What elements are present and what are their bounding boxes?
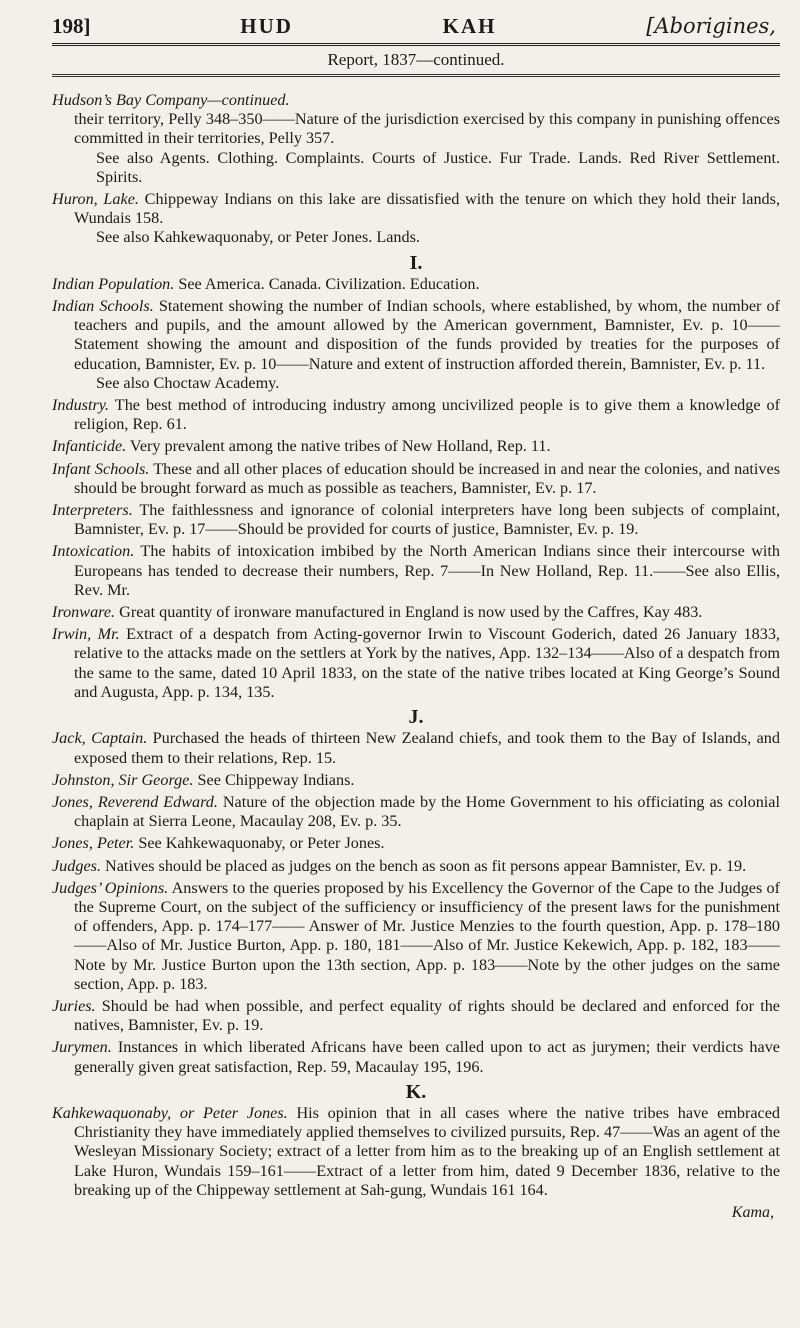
entry-heading: Jones, Peter. bbox=[52, 834, 135, 853]
entry-text: See Chippeway Indians. bbox=[193, 770, 355, 789]
entry-judges bbox=[52, 857, 780, 876]
entry-interpreters bbox=[52, 501, 780, 539]
entry-intoxication bbox=[52, 542, 780, 600]
letter-heading-j: J. bbox=[408, 706, 424, 729]
entry-kahkewaquonaby bbox=[52, 1104, 780, 1200]
entry-heading: Infanticide. bbox=[52, 437, 127, 456]
header-rule bbox=[52, 43, 780, 46]
entry-johnston bbox=[52, 771, 780, 790]
index-entries bbox=[52, 91, 780, 1222]
entry-indian-schools bbox=[52, 297, 780, 393]
entry-heading: Indian Population. bbox=[52, 274, 175, 293]
entry-irwin bbox=[52, 625, 780, 702]
entry-text: See America. Canada. Civilization. Education. bbox=[174, 274, 480, 293]
entry-text: their territory, Pelly 348–350——Nature of the jurisdiction exercised by this company in punishing offences committed in their territories, Pelly 357. bbox=[74, 110, 780, 148]
head-right-word: KAH bbox=[442, 14, 497, 38]
entry-huron bbox=[52, 190, 780, 248]
entry-heading: Juries. bbox=[52, 996, 96, 1015]
report-subtitle: Report, 1837—continued. bbox=[327, 50, 505, 69]
head-left-word: HUD bbox=[240, 14, 293, 38]
entry-heading: Jones, Reverend Edward. bbox=[52, 792, 218, 811]
entry-infant-schools bbox=[52, 460, 780, 498]
entry-indian-population bbox=[52, 275, 780, 294]
entry-text: The faithlessness and ignorance of colonial interpreters have long been subjects of complaint, Bamnister, Ev. p. 17——Should be provided for courts of justice, Bamnister, Ev. p. 19. bbox=[74, 501, 780, 539]
entry-industry bbox=[52, 396, 780, 434]
entry-text: Should be had when possible, and perfect equality of rights should be declared and enforced for the natives, Bamnister, Ev. p. 19. bbox=[74, 996, 780, 1035]
page-number: 198] bbox=[52, 14, 91, 38]
entry-jones-edward bbox=[52, 793, 780, 831]
entry-heading: Judges’ Opinions. bbox=[52, 878, 169, 897]
entry-text: See Kahkewaquonaby, or Peter Jones. bbox=[134, 834, 385, 853]
entry-see-also: See also Kahkewaquonaby, or Peter Jones. Lands. bbox=[96, 228, 420, 247]
entry-infanticide bbox=[52, 437, 780, 456]
entry-text: Statement showing the number of Indian schools, where established, by whom, the number of teachers and pupils, and the amount allowed by the American government, Bamnister, Ev. p. 10——Statement showing the amount and disposition of the funds provided by treaties for the purposes of education, Bamnister, Ev. p. 10——Nature and extent of instruction afforded therein, Bamnister, Ev. p. 11. bbox=[74, 297, 780, 373]
entry-text: Nature of the objection made by the Home Government to his officiating as colonial chaplain at Sierra Leone, Macaulay 208, Ev. p. 35. bbox=[74, 792, 780, 831]
running-head bbox=[52, 14, 780, 39]
entry-jack bbox=[52, 729, 780, 767]
entry-heading: Industry. bbox=[52, 396, 110, 415]
entry-text: Very prevalent among the native tribes of New Holland, Rep. 11. bbox=[126, 437, 551, 456]
entry-jurymen bbox=[52, 1038, 780, 1076]
entry-text: Great quantity of ironware manufactured in England is now used by the Caffres, Kay 483. bbox=[115, 603, 703, 622]
letter-heading-i: I. bbox=[409, 251, 423, 274]
entry-text: The best method of introducing industry among uncivilized people is to give them a knowledge of religion, Rep. 61. bbox=[74, 396, 780, 434]
entry-juries bbox=[52, 997, 780, 1035]
subtitle-rule bbox=[52, 74, 780, 77]
section-title: [Aborigines, bbox=[646, 14, 776, 38]
entry-text: Natives should be placed as judges on the bench as soon as fit persons appear Bamnister, Ev. p. 19. bbox=[101, 856, 747, 875]
entry-text: Purchased the heads of thirteen New Zealand chiefs, and took them to the Bay of Islands, and exposed them to their relations, Rep. 15. bbox=[74, 729, 780, 767]
entry-heading: Kahkewaquonaby, or Peter Jones. bbox=[52, 1103, 288, 1122]
catchword: Kama, bbox=[731, 1203, 774, 1221]
entry-text: His opinion that in all cases where the native tribes have embraced Christianity they have immediately applied themselves to civilized pursuits, Rep. 47——Was an agent of the Wesleyan Missionary Society; extract of a letter from him as to the breaking up of an English settlement at Lake Huron, Wundais 159–161——Extract of a letter from him, dated 9 December 1836, relative to the breaking up of the Chippeway settlement at Sah-gung, Wundais 161 164. bbox=[74, 1103, 781, 1199]
entry-ironware bbox=[52, 603, 780, 622]
entry-hudsons-bay bbox=[52, 91, 780, 187]
entry-heading: Irwin, Mr. bbox=[52, 625, 120, 644]
entry-see-also: See also Agents. Clothing. Complaints. Courts of Justice. Fur Trade. Lands. Red River Settlement. Spirits. bbox=[96, 148, 780, 186]
entry-heading: Intoxication. bbox=[52, 542, 135, 561]
entry-text: The habits of intoxication imbibed by the North American Indians since their intercourse with Europeans has tended to decrease their numbers, Rep. 7——In New Holland, Rep. 11.——See also Ellis, Rev. Mr. bbox=[74, 542, 780, 599]
entry-text: Extract of a despatch from Acting-governor Irwin to Viscount Goderich, dated 26 January 1833, relative to the attacks made on the settlers at York by the natives, App. 132–134——Also of a despatch from the same to the same, dated 10 April 1833, on the state of the native tribes located at King George’s Sound and Augusta, App. p. 134, 135. bbox=[74, 625, 780, 701]
entry-heading: Johnston, Sir George. bbox=[52, 770, 194, 789]
entry-heading: Indian Schools. bbox=[52, 297, 154, 316]
entry-heading: Infant Schools. bbox=[52, 459, 150, 478]
letter-heading-k: K. bbox=[405, 1080, 427, 1103]
entry-see-also: See also Choctaw Academy. bbox=[96, 373, 280, 392]
entry-jones-peter bbox=[52, 834, 780, 853]
entry-heading: Interpreters. bbox=[52, 501, 133, 520]
entry-text: Chippeway Indians on this lake are dissatisfied with the tenure on which they hold their lands, Wundais 158. bbox=[74, 190, 780, 228]
entry-judges-opinions bbox=[52, 879, 780, 994]
entry-heading: Hudson’s Bay Company—continued. bbox=[52, 91, 290, 109]
entry-heading: Jack, Captain. bbox=[52, 729, 148, 748]
entry-text: Answers to the queries proposed by his Excellency the Governor of the Cape to the Judges of the Supreme Court, on the subject of the sufficiency or insufficiency of the present laws for the punishment of offenders, App. p. 174–177—— Answer of Mr. Justice Menzies to the fourth question, App. p. 178–180——Also of Mr. Justice Burton, App. p. 180, 181——Also of Mr. Justice Kekewich, App. p. 182, 183——Note by Mr. Justice Burton upon the 13th section, App. p. 183——Note by the other judges on the same section, App. p. 183. bbox=[74, 878, 781, 993]
entry-heading: Judges. bbox=[52, 856, 101, 875]
entry-heading: Jurymen. bbox=[52, 1038, 112, 1057]
entry-text: These and all other places of education should be increased in and near the colonies, and natives should be brought forward as much as possible as teachers, Bamnister, Ev. p. 17. bbox=[74, 459, 780, 497]
entry-heading: Huron, Lake. bbox=[52, 190, 139, 209]
entry-text: Instances in which liberated Africans have been called upon to act as jurymen; their verdicts have generally given great satisfaction, Rep. 59, Macaulay 195, 196. bbox=[74, 1038, 780, 1076]
entry-heading: Ironware. bbox=[52, 603, 116, 622]
